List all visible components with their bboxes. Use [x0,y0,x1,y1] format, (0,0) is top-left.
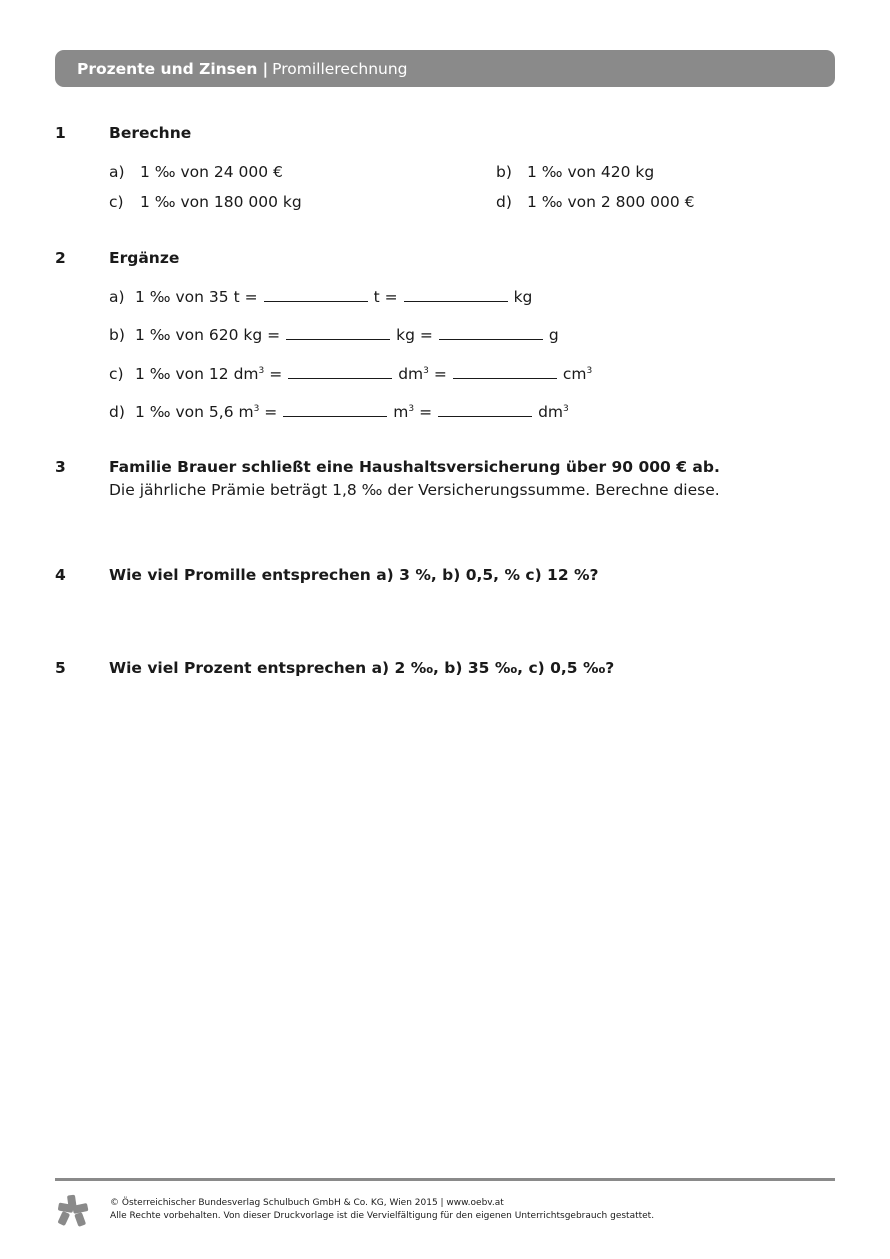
task-text: Die jährliche Prämie beträgt 1,8 ‰ der Versicherungssumme. Berechne diese. [109,481,720,499]
row-unit-1: $dm^3$ = [398,365,447,383]
row-prefix: 1 ‰ von 5,6 $m^3$ = [135,403,278,421]
task-number: 4 [55,566,66,584]
row-prefix: 1 ‰ von 35 t = [135,288,258,306]
task-title: Berechne [109,124,192,142]
item-label: d) [109,403,125,421]
task-1-item-b [496,163,654,181]
row-prefix: 1 ‰ von 12 $dm^3$ = [135,365,283,383]
row-unit-2: kg [513,288,533,306]
task-4 [55,566,835,590]
footer-divider [55,1178,835,1181]
task-number: 2 [55,249,66,267]
task-title: Ergänze [109,249,180,267]
publisher-logo-icon [56,1193,90,1227]
task-title: Wie viel Prozent entsprechen a) 2 ‰, b) 35 ‰, c) 0,5 ‰? [109,659,615,677]
task-2-row-c [109,365,592,383]
item-text: 1 ‰ von 24 000 € [139,163,283,181]
row-unit-2: $cm^3$ [562,365,593,383]
task-2-row-d [109,403,569,421]
item-text: 1 ‰ von 2 800 000 € [526,193,695,211]
task-3 [55,458,835,508]
task-5 [55,659,835,683]
task-title: Familie Brauer schließt eine Haushaltsversicherung über 90 000 € ab. [109,458,720,476]
footer-copyright [110,1197,654,1222]
task-2-row-a [109,288,532,306]
row-prefix: 1 ‰ von 620 kg = [135,326,281,344]
task-2-row-b [109,326,559,344]
task-title: Wie viel Promille entsprechen a) 3 %, b) 0,5, % c) 12 %? [109,566,599,584]
row-unit-1: t = [373,288,398,306]
task-number: 1 [55,124,66,142]
answer-blank[interactable] [404,300,508,302]
answer-blank[interactable] [286,338,390,340]
task-1-item-a [109,163,283,181]
answer-blank[interactable] [439,338,543,340]
answer-blank[interactable] [453,377,557,379]
row-unit-2: $dm^3$ [538,403,569,421]
task-1 [55,124,835,224]
row-unit-2: g [548,326,559,344]
item-label: a) [109,288,125,306]
row-unit-1: $m^3$ = [393,403,433,421]
task-number: 5 [55,659,66,677]
item-text: 1 ‰ von 180 000 kg [139,193,302,211]
item-label: a) [109,163,125,181]
row-unit-1: kg = [396,326,433,344]
header-separator: | [262,59,269,78]
answer-blank[interactable] [438,415,532,417]
item-text: 1 ‰ von 420 kg [526,163,655,181]
footer-line-1: © Österreichischer Bundesverlag Schulbuch GmbH & Co. KG, Wien 2015 | www.oebv.at [110,1198,504,1208]
footer-line-2: Alle Rechte vorbehalten. Von dieser Druckvorlage ist die Vervielfältigung für den eigenen Unterrichtsgebrauch gestattet. [110,1210,655,1221]
item-label: b) [109,326,125,344]
answer-blank[interactable] [283,415,387,417]
task-1-item-c [109,193,302,211]
task-number: 3 [55,458,66,476]
header-topic: Prozente und Zinsen [77,59,258,78]
task-2 [55,249,835,429]
item-label: d) [496,193,512,211]
answer-blank[interactable] [288,377,392,379]
header-bar [55,50,835,87]
answer-blank[interactable] [264,300,368,302]
task-1-item-d [496,193,695,211]
header-subtopic: Promillerechnung [272,59,408,78]
item-label: b) [496,163,512,181]
item-label: c) [109,365,124,383]
item-label: c) [109,193,124,211]
